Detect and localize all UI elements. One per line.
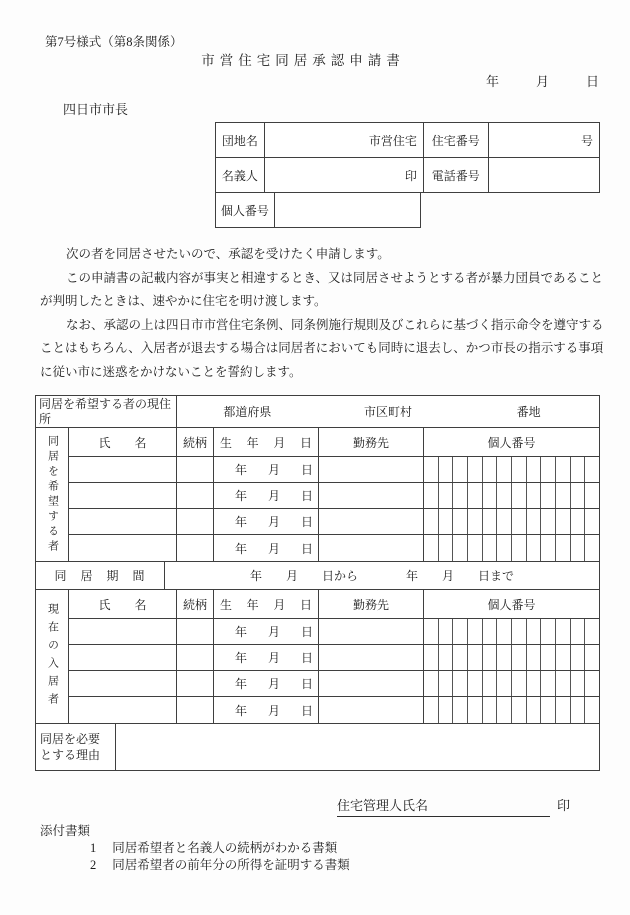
birthdate-cell[interactable]: 年 月 日 — [213, 535, 318, 561]
month-unit: 月 — [536, 74, 550, 89]
table-row — [69, 535, 599, 561]
house-number-field[interactable]: 号 — [488, 123, 599, 157]
group1-label: 同居を希望する者 — [46, 434, 59, 555]
relation-cell[interactable] — [176, 619, 213, 644]
main-table — [35, 395, 600, 771]
relation-cell[interactable] — [176, 457, 213, 482]
name-cell[interactable] — [69, 483, 176, 508]
personal-number-cells[interactable] — [423, 671, 599, 696]
table-row — [215, 157, 600, 193]
relation-cell[interactable] — [176, 535, 213, 561]
year-unit: 年 — [486, 74, 500, 89]
manager-signature-line — [337, 795, 570, 817]
birthdate-cell[interactable]: 年 月 日 — [213, 509, 318, 534]
table-row — [69, 457, 599, 483]
day-unit: 日 — [586, 74, 600, 89]
paragraph-request: 次の者を同居させたいので、承認を受けたく申請します。 — [66, 247, 390, 261]
current-address-label: 同居を希望する者の現住所 — [39, 396, 172, 426]
current-residents-section — [36, 590, 599, 724]
birthdate-header: 生 年 月 日 — [213, 590, 318, 618]
attachments-block — [40, 823, 350, 873]
attachment-number: 1 — [90, 841, 97, 855]
holder-name-field[interactable]: 印 — [264, 158, 423, 192]
birthdate-cell[interactable]: 年 月 日 — [213, 671, 318, 696]
group2-label: 現在の入居者 — [46, 602, 59, 711]
form-number: 第7号様式（第8条関係） — [45, 35, 183, 49]
personal-number-cells[interactable] — [423, 645, 599, 670]
name-cell[interactable] — [69, 697, 176, 723]
table-row — [69, 509, 599, 535]
relation-cell[interactable] — [176, 483, 213, 508]
relation-cell[interactable] — [176, 697, 213, 723]
workplace-header: 勤務先 — [318, 428, 423, 456]
declaration-text — [40, 243, 605, 384]
municipality-unit: 市区町村 — [364, 405, 413, 419]
name-header: 氏 名 — [98, 435, 147, 450]
header-row — [69, 428, 599, 457]
personal-number-cells[interactable] — [423, 619, 599, 644]
name-cell[interactable] — [69, 535, 176, 561]
workplace-cell[interactable] — [318, 509, 423, 534]
reason-row — [36, 724, 599, 770]
attachment-number: 2 — [90, 858, 97, 872]
cohabit-applicants-section — [36, 428, 599, 562]
workplace-cell[interactable] — [318, 671, 423, 696]
name-cell[interactable] — [69, 457, 176, 482]
manager-name-field[interactable]: 住宅管理人氏名 — [337, 795, 550, 817]
seal-mark: 印 — [557, 798, 571, 813]
addressee: 四日市市長 — [63, 102, 129, 117]
name-header: 氏 名 — [98, 597, 147, 612]
table-row — [215, 122, 600, 158]
workplace-cell[interactable] — [318, 645, 423, 670]
table-row — [69, 483, 599, 509]
cohabitation-period-row — [36, 562, 599, 590]
name-cell[interactable] — [69, 671, 176, 696]
block-number-unit: 番地 — [516, 405, 541, 419]
attachment-item — [90, 840, 350, 856]
personal-number-header: 個人番号 — [423, 590, 599, 618]
attachment-item — [90, 857, 350, 873]
relation-header: 続柄 — [176, 590, 213, 618]
paragraph-pledge-1: この申請書の記載内容が事実と相違するとき、又は同居させようとする者が暴力団員であることが判明したときは、速やかに住宅を明け渡します。 — [40, 270, 604, 308]
personal-number-cells[interactable] — [423, 457, 599, 482]
holder-name-label: 名義人 — [221, 168, 258, 183]
house-number-label: 住宅番号 — [423, 123, 488, 157]
name-cell[interactable] — [69, 509, 176, 534]
name-cell[interactable] — [69, 645, 176, 670]
birthdate-cell[interactable]: 年 月 日 — [213, 697, 318, 723]
prefecture-unit: 都道府県 — [223, 405, 272, 419]
group-label-cell — [36, 428, 69, 561]
period-field[interactable]: 年 月 日から 年 月 日まで — [164, 562, 599, 589]
paragraph-pledge-2: なお、承認の上は四日市市営住宅条例、同条例施行規則及びこれらに基づく指示命令を遵守することはもちろん、入居者が退去する場合は同居者においても同時に退去し、かつ市長の指示する事項に従い市に迷惑をかけないことを誓約します。 — [40, 317, 604, 379]
workplace-cell[interactable] — [318, 619, 423, 644]
workplace-cell[interactable] — [318, 457, 423, 482]
header-row — [69, 590, 599, 619]
personal-number-cells[interactable] — [423, 483, 599, 508]
attachment-text: 同居希望者と名義人の続柄がわかる書類 — [112, 841, 338, 855]
estate-name-label: 団地名 — [221, 133, 258, 148]
attachment-text: 同居希望者の前年分の所得を証明する書類 — [112, 858, 350, 872]
personal-number-header: 個人番号 — [423, 428, 599, 456]
reason-label: 同居を必要とする理由 — [40, 732, 101, 762]
current-address-row — [36, 396, 599, 428]
birthdate-cell[interactable]: 年 月 日 — [213, 457, 318, 482]
period-label: 同 居 期 間 — [54, 569, 146, 583]
application-date-line[interactable] — [486, 71, 599, 90]
applicant-info-table — [215, 122, 600, 228]
table-row — [69, 619, 599, 645]
relation-cell[interactable] — [176, 671, 213, 696]
workplace-header: 勤務先 — [318, 590, 423, 618]
table-row — [69, 671, 599, 697]
estate-name-field[interactable]: 市営住宅 — [264, 123, 423, 157]
name-cell[interactable] — [69, 619, 176, 644]
workplace-cell[interactable] — [318, 535, 423, 561]
personal-number-cells[interactable] — [423, 535, 599, 561]
birthdate-cell[interactable]: 年 月 日 — [213, 645, 318, 670]
workplace-cell[interactable] — [318, 697, 423, 723]
personal-number-cells[interactable] — [423, 697, 599, 723]
reason-field[interactable] — [115, 724, 599, 770]
birthdate-cell[interactable]: 年 月 日 — [213, 619, 318, 644]
attachments-title: 添付書類 — [40, 824, 91, 838]
relation-header: 続柄 — [176, 428, 213, 456]
page-title: 市営住宅同居承認申請書 — [201, 53, 405, 68]
phone-number-label: 電話番号 — [423, 158, 488, 192]
personal-number-cells[interactable] — [423, 509, 599, 534]
personal-number-digit-cells[interactable] — [274, 193, 420, 227]
birthdate-cell[interactable]: 年 月 日 — [213, 483, 318, 508]
group-label-cell — [36, 590, 69, 723]
workplace-cell[interactable] — [318, 483, 423, 508]
relation-cell[interactable] — [176, 509, 213, 534]
table-row — [69, 697, 599, 723]
phone-number-field[interactable] — [488, 158, 599, 192]
table-row — [69, 645, 599, 671]
current-address-field[interactable] — [176, 396, 599, 427]
relation-cell[interactable] — [176, 645, 213, 670]
personal-number-label: 個人番号 — [220, 203, 269, 218]
table-row — [215, 192, 421, 228]
birthdate-header: 生 年 月 日 — [213, 428, 318, 456]
